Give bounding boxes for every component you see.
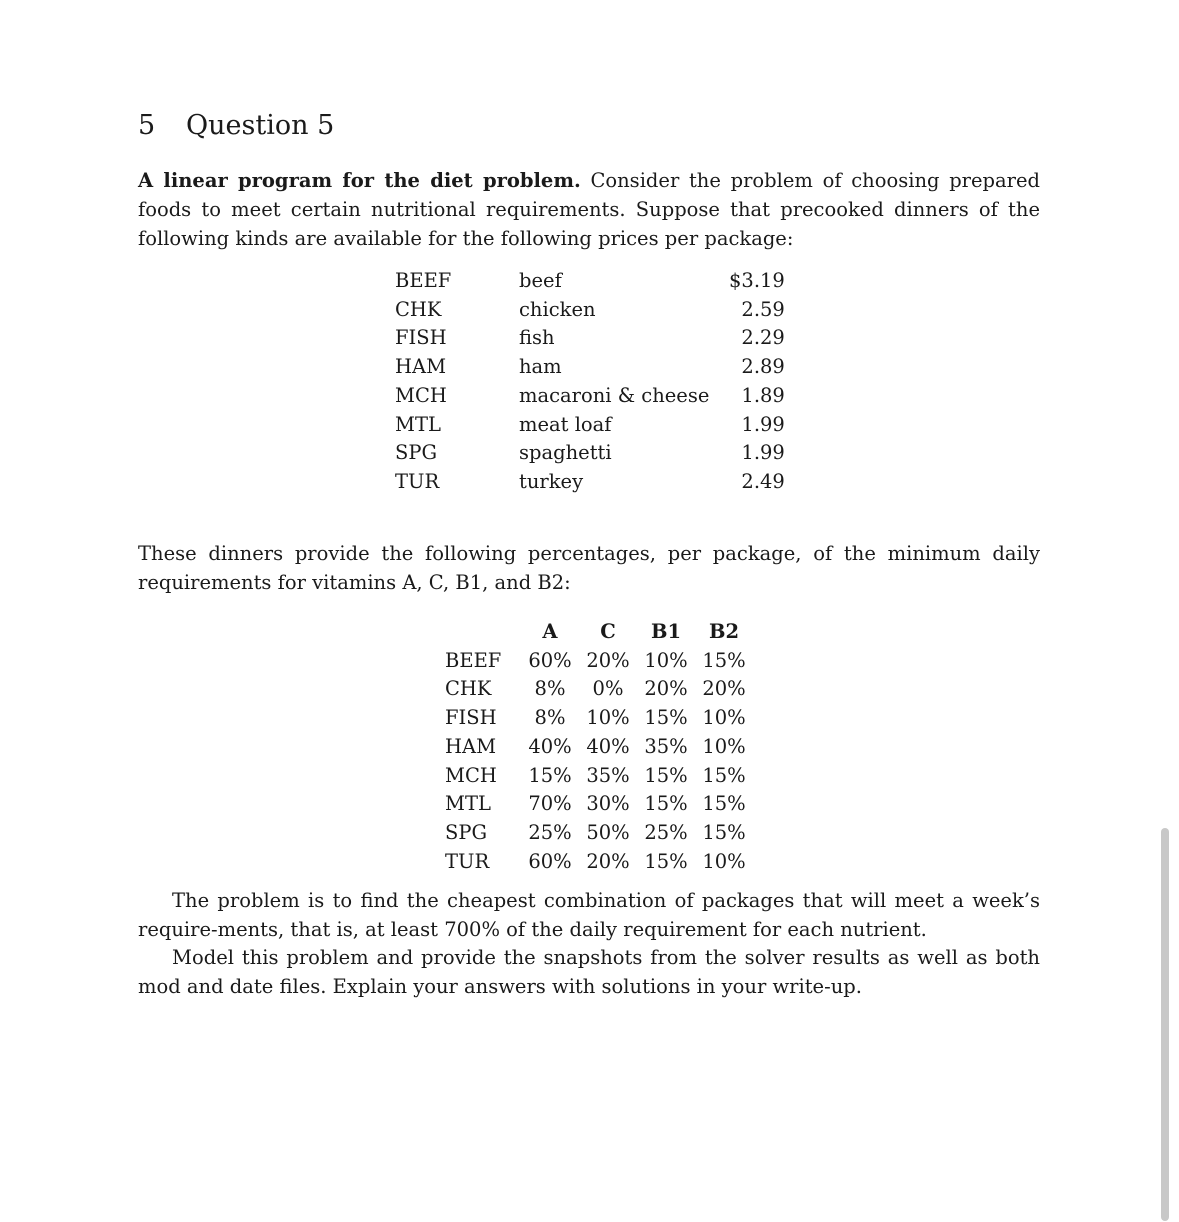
price-code: BEEF	[395, 269, 452, 292]
row-code: MTL	[445, 792, 491, 816]
cell-value: 15%	[644, 763, 688, 787]
cell-value: 15%	[644, 849, 688, 873]
price-code: HAM	[395, 355, 447, 379]
cell-value: 10%	[702, 734, 746, 758]
row-code: BEEF	[445, 648, 502, 672]
cell-value: 20%	[586, 849, 630, 873]
table-row	[445, 848, 753, 877]
cell-value: 15%	[702, 792, 746, 816]
cell-value: 20%	[702, 677, 746, 701]
header-b2: B2	[708, 620, 740, 643]
table-row	[395, 382, 785, 411]
table-row	[445, 733, 753, 762]
header-c: C	[600, 620, 616, 643]
table-row	[395, 411, 785, 440]
price-name: fish	[519, 326, 555, 350]
vertical-scrollbar[interactable]	[1161, 828, 1169, 1221]
cell-value: 20%	[644, 677, 688, 701]
price-name: spaghetti	[519, 441, 612, 465]
cell-value: 15%	[702, 648, 746, 672]
table-row	[445, 762, 753, 791]
table-row	[445, 647, 753, 676]
header-a: A	[542, 620, 558, 643]
price-code: TUR	[395, 469, 440, 493]
table-header-row	[445, 618, 753, 647]
cell-value: 20%	[586, 648, 630, 672]
price-name: turkey	[519, 469, 584, 493]
section-number: 5	[138, 110, 156, 141]
price-code: MTL	[395, 412, 441, 436]
cell-value: 0%	[592, 677, 624, 701]
price-name: meat loaf	[519, 412, 612, 436]
price-name: chicken	[519, 297, 596, 321]
price-name: macaroni & cheese	[519, 383, 710, 407]
cell-value: 8%	[534, 706, 566, 730]
section-heading	[138, 110, 334, 141]
section-title: Question 5	[186, 110, 335, 141]
price-value: 1.89	[741, 383, 785, 407]
price-name: beef	[519, 269, 562, 292]
cell-value: 35%	[586, 763, 630, 787]
price-value: 2.29	[741, 326, 785, 350]
price-value: $3.19	[729, 269, 785, 292]
cell-value: 8%	[534, 677, 566, 701]
cell-value: 10%	[644, 648, 688, 672]
cell-value: 35%	[644, 734, 688, 758]
table-row	[445, 675, 753, 704]
table-row	[395, 439, 785, 468]
cell-value: 25%	[528, 820, 572, 844]
instruction-paragraph: Model this problem and provide the snapshots from the solver results as well as both mod and date files. Explain your answers with solutions in your write-up.	[138, 946, 1040, 998]
table-row	[395, 324, 785, 353]
cell-value: 10%	[586, 706, 630, 730]
table-row	[445, 819, 753, 848]
cell-value: 15%	[528, 763, 572, 787]
table-row	[445, 790, 753, 819]
intro-bold-lead: A linear program for the diet problem.	[138, 169, 581, 192]
cell-value: 15%	[644, 792, 688, 816]
vitamin-table	[445, 618, 753, 876]
table-row	[395, 353, 785, 382]
price-value: 1.99	[741, 412, 785, 436]
price-code: SPG	[395, 441, 438, 465]
cell-value: 10%	[702, 706, 746, 730]
table-row	[395, 468, 785, 497]
row-code: FISH	[445, 706, 497, 730]
price-value: 1.99	[741, 441, 785, 465]
cell-value: 40%	[528, 734, 572, 758]
row-code: HAM	[445, 734, 497, 758]
cell-value: 70%	[528, 792, 572, 816]
row-code: MCH	[445, 763, 497, 787]
cell-value: 15%	[644, 706, 688, 730]
cell-value: 50%	[586, 820, 630, 844]
table-row	[395, 296, 785, 325]
table-row	[445, 704, 753, 733]
row-code: CHK	[445, 677, 492, 701]
price-table	[395, 267, 785, 497]
row-code: TUR	[445, 849, 490, 873]
cell-value: 10%	[702, 849, 746, 873]
cell-value: 15%	[702, 820, 746, 844]
cell-value: 60%	[528, 849, 572, 873]
header-blank	[445, 618, 521, 647]
cell-value: 60%	[528, 648, 572, 672]
problem-paragraph: The problem is to find the cheapest combination of packages that will meet a week’s require-ments, that is, at least 700% of the daily requirement for each nutrient.	[138, 889, 1040, 941]
price-code: MCH	[395, 383, 447, 407]
intro-text: Consider the problem of choosing prepared foods to meet certain nutritional requirements. Suppose that precooked dinners of the following kinds are available for the following prices per package:	[138, 169, 1040, 250]
price-value: 2.49	[741, 469, 785, 493]
price-value: 2.59	[741, 297, 785, 321]
price-code: FISH	[395, 326, 447, 350]
header-b1: B1	[650, 620, 682, 643]
vitamin-intro-paragraph: These dinners provide the following percentages, per package, of the minimum daily requirements for vitamins A, C, B1, and B2:	[138, 542, 1040, 594]
price-value: 2.89	[741, 355, 785, 379]
cell-value: 30%	[586, 792, 630, 816]
cell-value: 15%	[702, 763, 746, 787]
price-code: CHK	[395, 297, 442, 321]
cell-value: 40%	[586, 734, 630, 758]
cell-value: 25%	[644, 820, 688, 844]
table-row	[395, 267, 785, 296]
intro-paragraph	[138, 166, 1040, 253]
price-name: ham	[519, 355, 562, 379]
row-code: SPG	[445, 820, 488, 844]
